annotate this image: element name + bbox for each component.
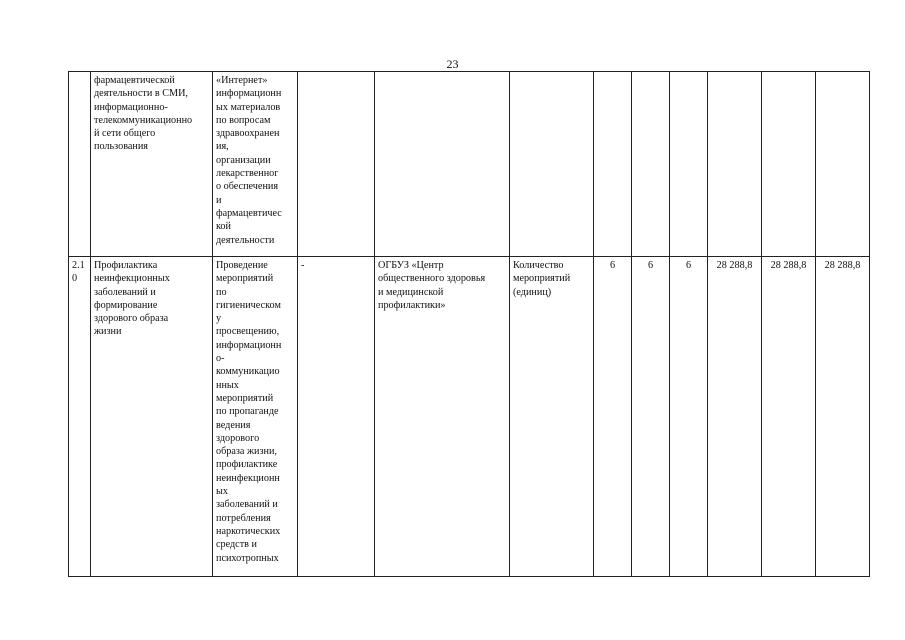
cell-value-3 [670,72,708,257]
cell-value-1: 6 [594,257,632,577]
cell-number [69,72,91,257]
cell-executor [375,72,510,257]
cell-activity-content: «Интернет» информационн ых материалов по вопросам здравоохранен ия, организации лекарственног о обеспечения и фармацевтичес кой деятельности [213,72,298,257]
cell-value-1 [594,72,632,257]
cell-funding-3 [816,72,870,257]
cell-value-2: 6 [632,257,670,577]
page-number: 23 [446,57,459,71]
cell-funding-2 [762,72,816,257]
cell-activity-name: Профилактика неинфекционных заболеваний и формирование здорового образа жизни [91,257,213,577]
cell-activity-name: фармацевтической деятельности в СМИ, информационно- телекоммуникационно й сети общего пользования [91,72,213,257]
cell-activity-content: Проведение мероприятий по гигиеническом у просвещению, информационн о- коммуникацио нных мероприятий по пропаганде ведения здорового образа жизни, профилактике неинфекционн ых заболеваний и потребления наркотических средств и психотропных [213,257,298,577]
cell-funding-2: 28 288,8 [762,257,816,577]
program-table [68,71,870,577]
cell-column-4 [298,72,375,257]
cell-value-2 [632,72,670,257]
cell-number: 2.1 0 [69,257,91,577]
cell-value-3: 6 [670,257,708,577]
cell-executor: ОГБУЗ «Центр общественного здоровья и медицинской профилактики» [375,257,510,577]
table-row [69,257,870,577]
cell-funding-1 [708,72,762,257]
cell-column-4: - [298,257,375,577]
cell-funding-3: 28 288,8 [816,257,870,577]
cell-funding-1: 28 288,8 [708,257,762,577]
cell-indicator [510,72,594,257]
table-row [69,72,870,257]
cell-indicator: Количество мероприятий (единиц) [510,257,594,577]
